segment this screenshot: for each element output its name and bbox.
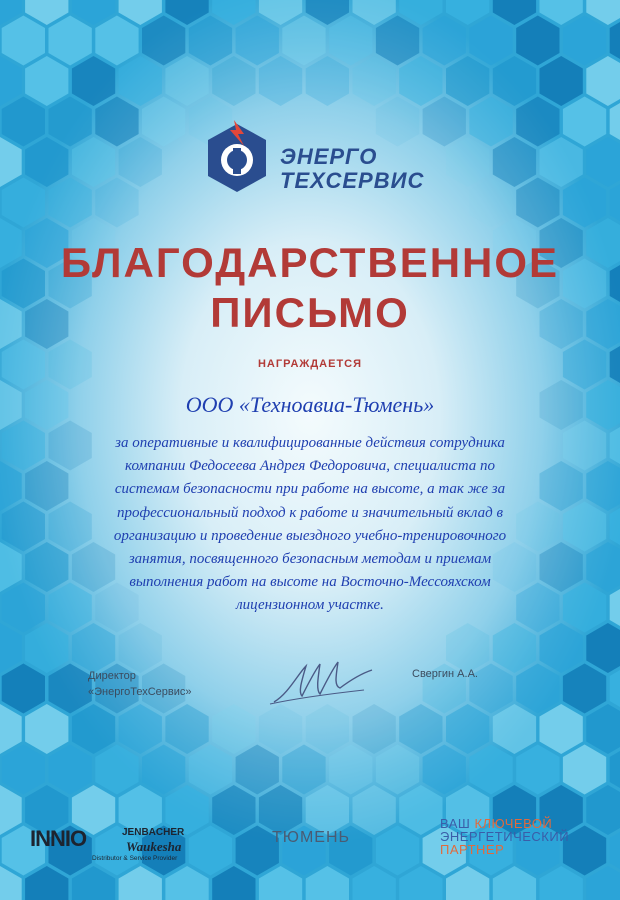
partner-slogan-part: ВАШ: [440, 816, 475, 831]
hexagon-tile: [165, 56, 208, 106]
hexagon-tile: [49, 421, 92, 471]
hexagon-tile: [49, 16, 92, 66]
logo-text-line2: ТЕХСЕРВИС: [280, 168, 425, 193]
hexagon-tile: [259, 704, 302, 754]
hexagon-tile: [189, 16, 232, 66]
hexagon-tile: [446, 704, 489, 754]
hexagon-tile: [563, 826, 606, 876]
hexagon-tile: [212, 56, 255, 106]
hexagon-tile: [563, 16, 606, 66]
hexagon-tile: [586, 56, 620, 106]
body-line: системам безопасности при работе на высоте, а так же за: [114, 481, 506, 498]
letter-title-line1: БЛАГОДАРСТВЕННОЕ: [60, 239, 560, 286]
hexagon-tile: [469, 745, 512, 795]
letter-body: [90, 432, 530, 618]
hexagon-tile: [72, 56, 115, 106]
hexagon-tile: [586, 704, 620, 754]
awarded-label: НАГРАЖДАЕТСЯ: [257, 358, 363, 370]
partner-slogan-line2: ЭНЕРГЕТИЧЕСКИЙ: [440, 829, 570, 844]
hexagon-tile: [376, 97, 419, 147]
hexagon-tile: [493, 56, 536, 106]
hexagon-tile: [2, 421, 45, 471]
innio-logo: INNIO: [30, 826, 87, 851]
hexagon-tile: [563, 664, 606, 714]
body-line: лицензионном участке.: [236, 597, 384, 614]
hexagon-tile: [353, 704, 396, 754]
hexagon-tile: [259, 785, 302, 835]
hexagon-tile: [0, 461, 22, 511]
hexagon-tile: [142, 97, 185, 147]
hexagon-tile: [586, 461, 620, 511]
hexagon-tile: [469, 97, 512, 147]
hexagon-tile: [25, 866, 68, 900]
hexagon-tile: [2, 97, 45, 147]
handwritten-signature: [268, 654, 378, 710]
hexagon-tile: [423, 745, 466, 795]
hexagon-tile: [446, 866, 489, 900]
hexagon-tile: [563, 421, 606, 471]
hexagon-tile: [306, 866, 349, 900]
hexagon-tile: [119, 56, 162, 106]
hexagon-tile: [212, 866, 255, 900]
hexagon-tile: [49, 97, 92, 147]
hexagon-tile: [376, 745, 419, 795]
hexagon-tile: [95, 97, 138, 147]
body-line: выполнения работ на высоте на Восточно-Мессояхском: [129, 574, 491, 591]
hexagon-tile: [49, 664, 92, 714]
hexagon-tile: [0, 623, 22, 673]
hexagon-tile: [586, 542, 620, 592]
hexagon-tile: [2, 583, 45, 633]
hexagon-tile: [72, 704, 115, 754]
hexagon-tile: [72, 866, 115, 900]
hexagon-tile: [119, 137, 162, 187]
hexagon-tile: [399, 785, 442, 835]
hexagon-tile: [516, 97, 559, 147]
hexagon-tile: [516, 745, 559, 795]
hexagon-tile: [423, 97, 466, 147]
hexagon-tile: [540, 866, 583, 900]
hexagon-tile: [586, 137, 620, 187]
hexagon-tile: [563, 583, 606, 633]
hexagon-tile: [306, 56, 349, 106]
hexagon-tile: [189, 826, 232, 876]
signatory-position-line2: «ЭнергоТехСервис»: [88, 686, 192, 698]
hexagon-tile: [119, 866, 162, 900]
jenbacher-logo: JENBACHER: [122, 827, 185, 838]
hexagon-tile: [469, 178, 512, 228]
hexagon-tile: [376, 826, 419, 876]
hexagon-tile: [189, 745, 232, 795]
body-line: за оперативные и квалифицированные действия сотрудника: [115, 435, 505, 451]
hexagon-tile: [165, 866, 208, 900]
hexagon-tile: [2, 745, 45, 795]
body-line: занятия, посвященного безопасным методам и приемам: [128, 551, 492, 568]
hexagon-tile: [306, 704, 349, 754]
hexagon-tile: [306, 785, 349, 835]
signatory-position-line1: Директор: [88, 670, 136, 682]
hexagon-tile: [446, 623, 489, 673]
hexagon-tile: [493, 137, 536, 187]
hexagon-tile: [540, 623, 583, 673]
hexagon-tile: [95, 16, 138, 66]
hexagon-tile: [165, 704, 208, 754]
hexagon-tile: [516, 178, 559, 228]
distributor-caption: Distributor & Service Provider: [92, 855, 178, 862]
hexagon-tile: [2, 502, 45, 552]
hexagon-tile: [25, 704, 68, 754]
hexagon-tile: [25, 623, 68, 673]
hexagon-tile: [282, 745, 325, 795]
hexagon-tile: [376, 16, 419, 66]
hexagon-tile: [586, 785, 620, 835]
hexagon-tile: [399, 704, 442, 754]
body-line: компании Федосеева Андрея Федоровича, специалиста по: [125, 458, 495, 475]
hexagon-tile: [493, 623, 536, 673]
city-label: ТЮМЕНЬ: [272, 829, 350, 846]
hexagon-tile: [49, 178, 92, 228]
hexagon-tile: [49, 502, 92, 552]
hexagon-tile: [563, 97, 606, 147]
logo-text-line1: ЭНЕРГО: [280, 144, 378, 169]
hexagon-tile: [25, 461, 68, 511]
hexagon-tile: [399, 56, 442, 106]
hexagon-tile: [25, 137, 68, 187]
hexagon-tile: [540, 137, 583, 187]
hexagon-tile: [540, 704, 583, 754]
hexagon-tile: [540, 542, 583, 592]
hexagon-tile: [72, 137, 115, 187]
hexagon-tile: [95, 745, 138, 795]
hexagon-tile: [2, 664, 45, 714]
recipient-name: ООО «Техноавиа-Тюмень»: [185, 392, 435, 417]
hexagon-tile: [259, 56, 302, 106]
hexagon-tile: [353, 866, 396, 900]
hexagon-tile: [142, 745, 185, 795]
hexagon-tile: [563, 178, 606, 228]
hexagon-tile: [493, 704, 536, 754]
body-line: профессиональный подход к работе и значительный вклад в: [117, 504, 503, 521]
body-line: организацию и проведение выездного учебно-тренировочного: [113, 527, 507, 544]
hexagon-tile: [353, 56, 396, 106]
hexagon-tile: [0, 56, 22, 106]
hexagon-tile: [586, 623, 620, 673]
hexagon-tile: [282, 16, 325, 66]
hexagon-tile: [2, 16, 45, 66]
hexagon-tile: [399, 866, 442, 900]
hexagon-tile: [446, 137, 489, 187]
hexagon-tile: [329, 16, 372, 66]
hexagon-tile: [0, 704, 22, 754]
hexagon-tile: [119, 704, 162, 754]
signatory-position: [88, 668, 192, 700]
hexagon-tile: [2, 178, 45, 228]
hexagon-tile: [516, 16, 559, 66]
partner-slogan-accent: КЛЮЧЕВОЙ: [474, 816, 553, 831]
energotechservice-logo-icon: [204, 120, 270, 196]
partner-slogan-line3: ПАРТНЕР: [440, 842, 505, 857]
hexagon-tile: [25, 542, 68, 592]
hexagon-tile: [0, 137, 22, 187]
hexagon-tile: [119, 623, 162, 673]
hexagon-tile: [72, 623, 115, 673]
hexagon-tile: [446, 56, 489, 106]
signatory-name: Свергин А.А.: [412, 668, 478, 680]
waukesha-logo: Waukesha: [126, 839, 182, 854]
hexagon-tile: [142, 16, 185, 66]
letter-title-line2: ПИСЬМО: [210, 289, 410, 336]
hexagon-tile: [469, 16, 512, 66]
hexagon-tile: [25, 56, 68, 106]
hexagon-tile: [423, 16, 466, 66]
hexagon-tile: [353, 785, 396, 835]
hexagon-tile: [212, 704, 255, 754]
hexagon-tile: [493, 866, 536, 900]
hexagon-tile: [563, 502, 606, 552]
hexagon-tile: [95, 178, 138, 228]
hexagon-tile: [49, 583, 92, 633]
hexagon-tile: [236, 16, 279, 66]
hexagon-tile: [212, 785, 255, 835]
hexagon-tile: [516, 664, 559, 714]
hexagon-tile: [0, 542, 22, 592]
hexagon-tile: [236, 745, 279, 795]
hexagon-tile: [49, 745, 92, 795]
hexagon-tile: [259, 866, 302, 900]
hexagon-tile: [540, 461, 583, 511]
hexagon-tile: [563, 745, 606, 795]
hexagon-tile: [329, 745, 372, 795]
hexagon-tile: [0, 785, 22, 835]
hexagon-tile: [540, 56, 583, 106]
